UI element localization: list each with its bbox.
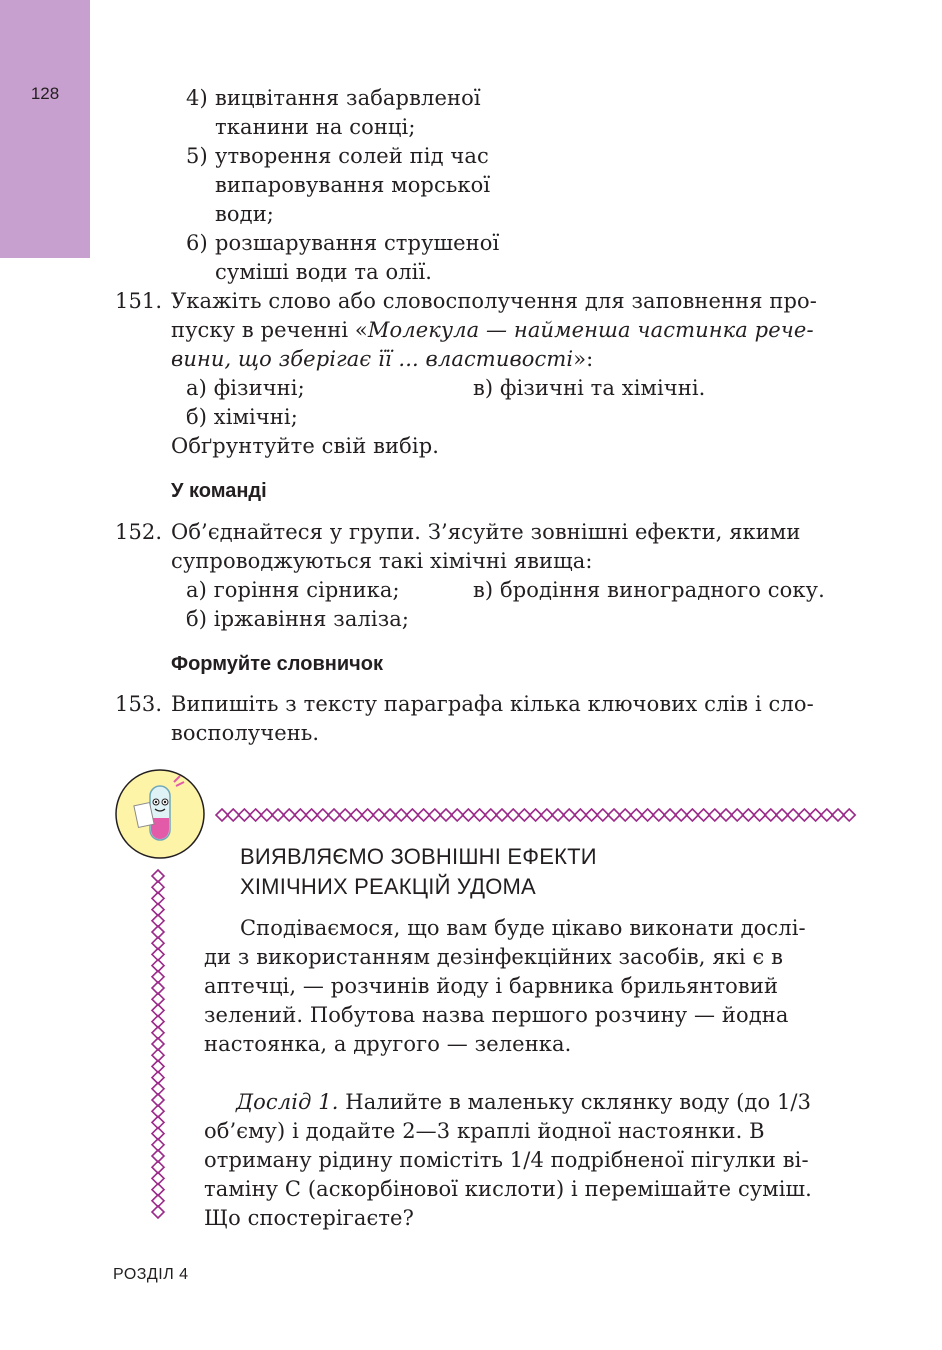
diamond-border-top [214,805,864,825]
list-item-text: тканини на сонці; [215,115,416,139]
box-paragraph-line: настоянка, а другого — зеленка. [204,1032,572,1056]
section-heading-team: У команді [171,480,267,502]
list-item-text: розшарування струшеної [215,231,500,255]
list-item-text: вицвітання забарвленої [215,86,481,110]
answer-option-v: в) бродіння виноградного соку. [473,578,825,602]
box-paragraph-line: аптечці, — розчинів йоду і барвника брильянтовий [204,974,779,998]
diamond-border-left [148,868,168,1230]
answer-option-a: а) горіння сірника; [186,578,400,602]
list-item-number: 5) [186,144,208,168]
list-item-text: суміші води та олії. [215,260,433,284]
question-text: супроводжуються такі хімічні явища: [171,549,593,573]
box-paragraph-line: Сподіваємося, що вам буде цікаво виконати дослі- [240,916,806,940]
list-item-number: 4) [186,86,208,110]
experiment-label: Дослід 1. [236,1090,339,1114]
question-text: восполучень. [171,721,320,745]
question-number: 151. [115,289,163,313]
question-text: Об’єднайтеся у групи. З’ясуйте зовнішні ефекти, якими [171,520,801,544]
answer-option-b: б) хімічні; [186,405,298,429]
test-tube-mascot-icon [114,768,210,860]
page-tab [0,0,90,258]
question-text: пуску в реченні «Молекула — найменша частинка рече- [171,318,814,342]
list-item-number: 6) [186,231,208,255]
question-tail: Обґрунтуйте свій вибір. [171,434,440,458]
answer-option-a: а) фізичні; [186,376,305,400]
box-paragraph-line: ди з використанням дезінфекційних засобів, які є в [204,945,784,969]
box-paragraph-line: об’єму) і додайте 2—3 краплі йодної настоянки. В [204,1119,765,1143]
list-item-text: утворення солей під час [215,144,489,168]
answer-option-b: б) іржавіння заліза; [186,607,410,631]
box-title-line2: ХІМІЧНИХ РЕАКЦІЙ УДОМА [240,874,536,899]
box-title-line1: ВИЯВЛЯЄМО ЗОВНІШНІ ЕФЕКТИ [240,844,597,869]
question-text: вини, що зберігає її ... властивості»: [171,347,594,371]
chapter-footer: РОЗДІЛ 4 [113,1266,189,1283]
box-paragraph-line: Що спостерігаєте? [204,1206,414,1230]
question-number: 152. [115,520,163,544]
question-text: Укажіть слово або словосполучення для заповнення про- [171,289,817,313]
question-number: 153. [115,692,163,716]
experiment-line: Дослід 1. Налийте в маленьку склянку воду (до 1/3 [236,1090,812,1114]
list-item-text: випаровування морської [215,173,491,197]
answer-option-v: в) фізичні та хімічні. [473,376,706,400]
box-paragraph-line: таміну С (аскорбінової кислоти) і перемішайте суміш. [204,1177,812,1201]
box-paragraph-line: отриману рідину помістіть 1/4 подрібненої пігулки ві- [204,1148,809,1172]
page-number: 128 [30,84,60,103]
list-item-text: води; [215,202,274,226]
section-heading-vocab: Формуйте словничок [171,653,383,675]
box-paragraph-line: зелений. Побутова назва першого розчину — йодна [204,1003,789,1027]
question-text: Випишіть з тексту параграфа кілька ключових слів і сло- [171,692,814,716]
